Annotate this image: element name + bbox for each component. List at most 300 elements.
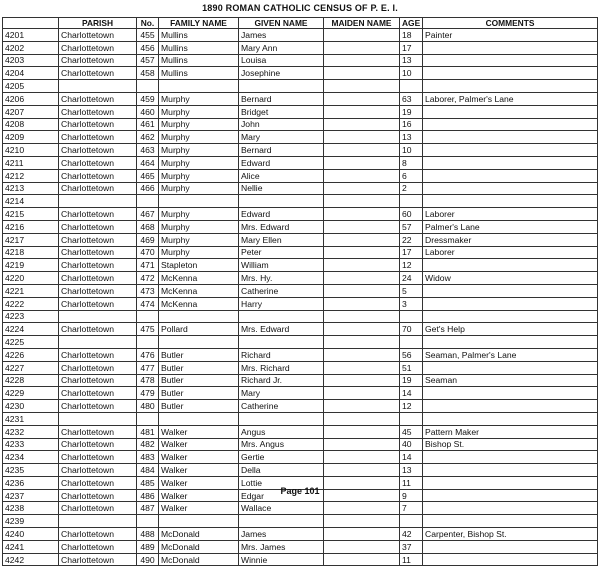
number-cell [137,80,159,93]
given-name-cell: Gertie [239,451,324,464]
table-row [3,80,598,93]
table-row [3,105,598,118]
family-name-cell: Walker [159,451,239,464]
given-name-cell: Mary [239,131,324,144]
table-row [3,118,598,131]
family-name-cell [159,310,239,323]
given-name-cell [239,195,324,208]
age-cell: 17 [400,246,423,259]
age-cell [400,195,423,208]
age-cell: 10 [400,144,423,157]
maiden-name-cell [324,515,400,528]
maiden-name-cell [324,54,400,67]
age-cell: 57 [400,220,423,233]
number-cell: 467 [137,208,159,221]
age-cell: 19 [400,374,423,387]
number-cell: 481 [137,425,159,438]
family-name-cell: Walker [159,489,239,502]
comments-cell: Laborer [423,208,598,221]
maiden-name-cell [324,182,400,195]
parish-cell [59,515,137,528]
given-name-cell: Edgar [239,489,324,502]
number-cell: 468 [137,220,159,233]
table-row [3,425,598,438]
table-row [3,515,598,528]
maiden-name-cell [324,144,400,157]
table-row [3,374,598,387]
family-name-cell [159,412,239,425]
age-cell: 18 [400,29,423,42]
maiden-name-cell [324,272,400,285]
family-name-cell: Murphy [159,233,239,246]
age-cell: 22 [400,233,423,246]
header-row [3,18,598,29]
comments-cell: Get's Help [423,323,598,336]
comments-cell [423,540,598,553]
parish-cell: Charlottetown [59,246,137,259]
parish-cell: Charlottetown [59,553,137,566]
maiden-name-cell [324,387,400,400]
given-name-cell: Winnie [239,553,324,566]
age-cell: 14 [400,451,423,464]
row-id: 4229 [3,387,59,400]
family-name-cell: Walker [159,476,239,489]
number-cell: 457 [137,54,159,67]
maiden-name-cell [324,259,400,272]
table-row [3,451,598,464]
parish-cell [59,336,137,349]
given-name-cell: Mrs. James [239,540,324,553]
family-name-cell: Mullins [159,29,239,42]
parish-cell: Charlottetown [59,476,137,489]
given-name-cell: William [239,259,324,272]
number-cell: 466 [137,182,159,195]
maiden-name-cell [324,451,400,464]
maiden-name-cell [324,464,400,477]
table-row [3,540,598,553]
row-id: 4230 [3,400,59,413]
age-cell [400,412,423,425]
maiden-name-cell [324,400,400,413]
age-cell: 51 [400,361,423,374]
maiden-name-cell [324,284,400,297]
census-table [2,17,598,566]
table-row [3,400,598,413]
given-name-cell: Peter [239,246,324,259]
row-id: 4234 [3,451,59,464]
given-name-cell: Bridget [239,105,324,118]
given-name-cell: Harry [239,297,324,310]
parish-cell: Charlottetown [59,220,137,233]
comments-cell [423,502,598,515]
row-id: 4207 [3,105,59,118]
parish-cell: Charlottetown [59,131,137,144]
parish-cell [59,310,137,323]
header-comments: COMMENTS [423,18,598,29]
parish-cell: Charlottetown [59,284,137,297]
age-cell: 24 [400,272,423,285]
row-id: 4228 [3,374,59,387]
number-cell: 463 [137,144,159,157]
number-cell: 483 [137,451,159,464]
maiden-name-cell [324,156,400,169]
family-name-cell: Mullins [159,67,239,80]
family-name-cell: Murphy [159,169,239,182]
number-cell [137,515,159,528]
given-name-cell: Alice [239,169,324,182]
parish-cell [59,195,137,208]
row-id: 4216 [3,220,59,233]
number-cell: 486 [137,489,159,502]
age-cell: 14 [400,387,423,400]
given-name-cell: Wallace [239,502,324,515]
row-id: 4212 [3,169,59,182]
row-id: 4209 [3,131,59,144]
maiden-name-cell [324,540,400,553]
given-name-cell: Della [239,464,324,477]
parish-cell: Charlottetown [59,400,137,413]
family-name-cell: Mullins [159,54,239,67]
comments-cell [423,41,598,54]
table-row [3,284,598,297]
parish-cell: Charlottetown [59,144,137,157]
maiden-name-cell [324,67,400,80]
given-name-cell [239,80,324,93]
given-name-cell: Richard [239,348,324,361]
table-row [3,195,598,208]
given-name-cell [239,336,324,349]
comments-cell [423,451,598,464]
parish-cell: Charlottetown [59,156,137,169]
age-cell: 11 [400,476,423,489]
family-name-cell [159,195,239,208]
family-name-cell: Murphy [159,131,239,144]
given-name-cell: Bernard [239,92,324,105]
comments-cell [423,361,598,374]
parish-cell: Charlottetown [59,118,137,131]
maiden-name-cell [324,208,400,221]
row-id: 4201 [3,29,59,42]
age-cell: 17 [400,41,423,54]
number-cell: 470 [137,246,159,259]
number-cell: 462 [137,131,159,144]
family-name-cell: Murphy [159,208,239,221]
comments-cell [423,284,598,297]
family-name-cell: McDonald [159,540,239,553]
number-cell: 479 [137,387,159,400]
family-name-cell: Walker [159,438,239,451]
comments-cell: Laborer [423,246,598,259]
comments-cell [423,195,598,208]
comments-cell [423,169,598,182]
row-id: 4202 [3,41,59,54]
family-name-cell [159,80,239,93]
comments-cell [423,118,598,131]
header-parish: PARISH [59,18,137,29]
comments-cell: Painter [423,29,598,42]
age-cell [400,310,423,323]
page-title: 1890 ROMAN CATHOLIC CENSUS OF P. E. I. [202,3,398,13]
table-row [3,182,598,195]
table-row [3,412,598,425]
family-name-cell: Mullins [159,41,239,54]
row-id: 4215 [3,208,59,221]
parish-cell: Charlottetown [59,54,137,67]
table-row [3,361,598,374]
number-cell: 458 [137,67,159,80]
age-cell: 9 [400,489,423,502]
given-name-cell: Nellie [239,182,324,195]
comments-cell [423,259,598,272]
comments-cell [423,67,598,80]
table-row [3,310,598,323]
table-row [3,246,598,259]
parish-cell: Charlottetown [59,92,137,105]
parish-cell: Charlottetown [59,502,137,515]
comments-cell: Carpenter, Bishop St. [423,528,598,541]
given-name-cell: Bernard [239,144,324,157]
table-row [3,528,598,541]
maiden-name-cell [324,336,400,349]
row-id: 4241 [3,540,59,553]
family-name-cell: Walker [159,502,239,515]
given-name-cell [239,412,324,425]
family-name-cell: Murphy [159,144,239,157]
table-row [3,323,598,336]
given-name-cell: Mrs. Richard [239,361,324,374]
family-name-cell: Butler [159,361,239,374]
number-cell: 474 [137,297,159,310]
family-name-cell [159,336,239,349]
given-name-cell: John [239,118,324,131]
row-id: 4205 [3,80,59,93]
family-name-cell: McDonald [159,553,239,566]
age-cell: 63 [400,92,423,105]
maiden-name-cell [324,246,400,259]
parish-cell: Charlottetown [59,182,137,195]
family-name-cell: Murphy [159,246,239,259]
row-id: 4210 [3,144,59,157]
given-name-cell: Mary Ann [239,41,324,54]
number-cell: 465 [137,169,159,182]
row-id: 4218 [3,246,59,259]
table-row [3,464,598,477]
number-cell: 461 [137,118,159,131]
number-cell: 456 [137,41,159,54]
comments-cell [423,105,598,118]
age-cell: 12 [400,400,423,413]
comments-cell: Palmer's Lane [423,220,598,233]
number-cell: 471 [137,259,159,272]
number-cell: 488 [137,528,159,541]
comments-cell: Bishop St. [423,438,598,451]
number-cell [137,336,159,349]
maiden-name-cell [324,412,400,425]
family-name-cell: Butler [159,400,239,413]
header-id [3,18,59,29]
row-id: 4213 [3,182,59,195]
maiden-name-cell [324,169,400,182]
comments-cell [423,156,598,169]
maiden-name-cell [324,29,400,42]
given-name-cell: Mrs. Edward [239,323,324,336]
maiden-name-cell [324,528,400,541]
header-family-name: FAMILY NAME [159,18,239,29]
maiden-name-cell [324,233,400,246]
age-cell: 16 [400,118,423,131]
maiden-name-cell [324,553,400,566]
parish-cell: Charlottetown [59,464,137,477]
family-name-cell: McDonald [159,528,239,541]
table-row [3,169,598,182]
family-name-cell: Murphy [159,105,239,118]
row-id: 4219 [3,259,59,272]
age-cell: 42 [400,528,423,541]
family-name-cell: Butler [159,387,239,400]
number-cell [137,310,159,323]
header-given-name: GIVEN NAME [239,18,324,29]
maiden-name-cell [324,438,400,451]
comments-cell [423,54,598,67]
comments-cell: Widow [423,272,598,285]
row-id: 4203 [3,54,59,67]
number-cell: 480 [137,400,159,413]
comments-cell: Seaman, Palmer's Lane [423,348,598,361]
row-id: 4214 [3,195,59,208]
table-row [3,220,598,233]
row-id: 4221 [3,284,59,297]
number-cell: 455 [137,29,159,42]
parish-cell: Charlottetown [59,374,137,387]
given-name-cell: Lottie [239,476,324,489]
parish-cell: Charlottetown [59,451,137,464]
age-cell: 3 [400,297,423,310]
given-name-cell: Mary Ellen [239,233,324,246]
comments-cell [423,131,598,144]
parish-cell: Charlottetown [59,41,137,54]
family-name-cell: Butler [159,374,239,387]
table-row [3,156,598,169]
row-id: 4235 [3,464,59,477]
row-id: 4225 [3,336,59,349]
table-row [3,502,598,515]
header-age: AGE [400,18,423,29]
age-cell: 60 [400,208,423,221]
family-name-cell: Pollard [159,323,239,336]
table-row [3,272,598,285]
number-cell: 469 [137,233,159,246]
number-cell: 482 [137,438,159,451]
age-cell: 45 [400,425,423,438]
given-name-cell: Mrs. Edward [239,220,324,233]
page-number: Page 101 [280,486,320,496]
parish-cell: Charlottetown [59,105,137,118]
row-id: 4208 [3,118,59,131]
given-name-cell [239,515,324,528]
age-cell: 56 [400,348,423,361]
table-row [3,297,598,310]
comments-cell: Dressmaker [423,233,598,246]
number-cell: 460 [137,105,159,118]
given-name-cell: Richard Jr. [239,374,324,387]
family-name-cell: Stapleton [159,259,239,272]
number-cell: 476 [137,348,159,361]
age-cell: 12 [400,259,423,272]
given-name-cell: Edward [239,156,324,169]
maiden-name-cell [324,92,400,105]
given-name-cell: Josephine [239,67,324,80]
maiden-name-cell [324,310,400,323]
age-cell: 11 [400,553,423,566]
comments-cell: Seaman [423,374,598,387]
row-id: 4238 [3,502,59,515]
comments-cell [423,400,598,413]
age-cell: 5 [400,284,423,297]
parish-cell: Charlottetown [59,348,137,361]
number-cell: 475 [137,323,159,336]
comments-cell [423,336,598,349]
maiden-name-cell [324,297,400,310]
maiden-name-cell [324,80,400,93]
given-name-cell: Angus [239,425,324,438]
given-name-cell: Mrs. Angus [239,438,324,451]
table-row [3,387,598,400]
age-cell: 10 [400,67,423,80]
table-row [3,144,598,157]
row-id: 4211 [3,156,59,169]
comments-cell [423,553,598,566]
age-cell: 37 [400,540,423,553]
maiden-name-cell [324,118,400,131]
family-name-cell: Murphy [159,220,239,233]
row-id: 4217 [3,233,59,246]
comments-cell [423,515,598,528]
row-id: 4239 [3,515,59,528]
comments-cell [423,297,598,310]
number-cell: 490 [137,553,159,566]
given-name-cell: Catherine [239,400,324,413]
row-id: 4206 [3,92,59,105]
number-cell: 473 [137,284,159,297]
number-cell: 485 [137,476,159,489]
age-cell: 2 [400,182,423,195]
maiden-name-cell [324,425,400,438]
comments-cell [423,80,598,93]
maiden-name-cell [324,502,400,515]
maiden-name-cell [324,348,400,361]
parish-cell [59,80,137,93]
maiden-name-cell [324,131,400,144]
row-id: 4226 [3,348,59,361]
row-id: 4222 [3,297,59,310]
maiden-name-cell [324,195,400,208]
given-name-cell [239,310,324,323]
given-name-cell: Edward [239,208,324,221]
parish-cell: Charlottetown [59,361,137,374]
given-name-cell: Catherine [239,284,324,297]
row-id: 4204 [3,67,59,80]
row-id: 4220 [3,272,59,285]
parish-cell: Charlottetown [59,208,137,221]
parish-cell: Charlottetown [59,29,137,42]
row-id: 4236 [3,476,59,489]
number-cell: 489 [137,540,159,553]
parish-cell: Charlottetown [59,272,137,285]
row-id: 4231 [3,412,59,425]
row-id: 4240 [3,528,59,541]
maiden-name-cell [324,41,400,54]
maiden-name-cell [324,105,400,118]
